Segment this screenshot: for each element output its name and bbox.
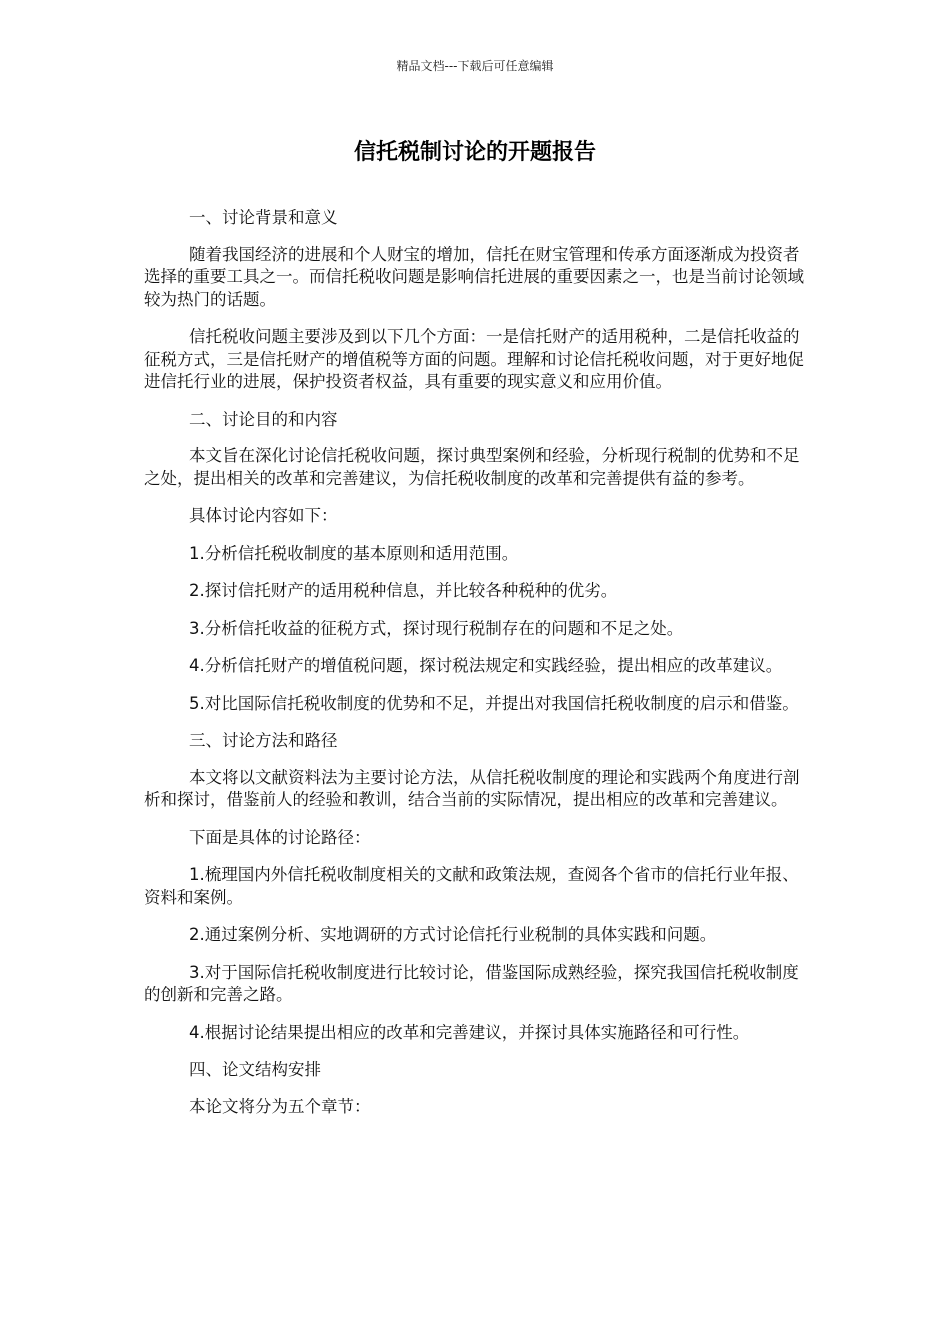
paragraph-path-intro: 下面是具体的讨论路径： — [189, 827, 371, 847]
list-item-content-1: 1.分析信托税收制度的基本原则和适用范围。 — [189, 543, 519, 563]
list-item-path-4: 4.根据讨论结果提出相应的改革和完善建议，并探讨具体实施路径和可行性。 — [189, 1022, 750, 1042]
paragraph-structure-intro: 本论文将分为五个章节： — [189, 1096, 371, 1116]
list-item-path-2: 2.通过案例分析、实地调研的方式讨论信托行业税制的具体实践和问题。 — [189, 925, 717, 944]
list-item-content-4: 4.分析信托财产的增值税问题，探讨税法规定和实践经验，提出相应的改革建议。 — [189, 656, 783, 675]
paragraph-method-1: 本文将以文献资料法为主要讨论方法，从信托税收制度的理论和实践两个角度进行剖析和探讨，借鉴前人的经验和教训，结合当前的实际情况，提出相应的改革和完善建议。 — [144, 767, 800, 809]
list-item-content-3: 3.分析信托收益的征税方式，探讨现行税制存在的问题和不足之处。 — [189, 618, 684, 638]
section-heading-structure: 四、论文结构安排 — [189, 1060, 321, 1079]
section-heading-background: 一、讨论背景和意义 — [189, 208, 338, 227]
list-item-path-1: 1.梳理国内外信托税收制度相关的文献和政策法规，查阅各个省市的信托行业年报、资料和案例。 — [144, 865, 799, 907]
list-item-content-5: 5.对比国际信托税收制度的优势和不足，并提出对我国信托税收制度的启示和借鉴。 — [189, 693, 799, 713]
section-heading-purpose: 二、讨论目的和内容 — [189, 409, 338, 429]
list-item-content-2: 2.探讨信托财产的适用税种信息，并比较各种税种的优劣。 — [189, 581, 618, 600]
paragraph-background-2: 信托税收问题主要涉及到以下几个方面：一是信托财产的适用税种，二是信托收益的征税方式，三是信托财产的增值税等方面的问题。理解和讨论信托税收问题，对于更好地促进信托行业的进展，保护投资者权益，具有重要的现实意义和应用价值。 — [144, 327, 804, 391]
section-heading-method: 三、讨论方法和路径 — [189, 731, 338, 750]
document-body — [144, 207, 812, 1133]
paragraph-purpose-1: 本文旨在深化讨论信托税收问题，探讨典型案例和经验，分析现行税制的优势和不足之处，提出相关的改革和完善建议，为信托税收制度的改革和完善提供有益的参考。 — [144, 446, 800, 488]
paragraph-background-1: 随着我国经济的进展和个人财宝的增加，信托在财宝管理和传承方面逐渐成为投资者选择的重要工具之一。而信托税收问题是影响信托进展的重要因素之一，也是当前讨论领域较为热门的话题。 — [144, 244, 804, 309]
document-title: 信托税制讨论的开题报告 — [353, 140, 596, 165]
header-note: 精品文档---下载后可任意编辑 — [396, 59, 554, 73]
list-item-path-3: 3.对于国际信托税收制度进行比较讨论，借鉴国际成熟经验，探究我国信托税收制度的创新和完善之路。 — [144, 962, 799, 1004]
paragraph-content-intro: 具体讨论内容如下： — [189, 506, 338, 525]
